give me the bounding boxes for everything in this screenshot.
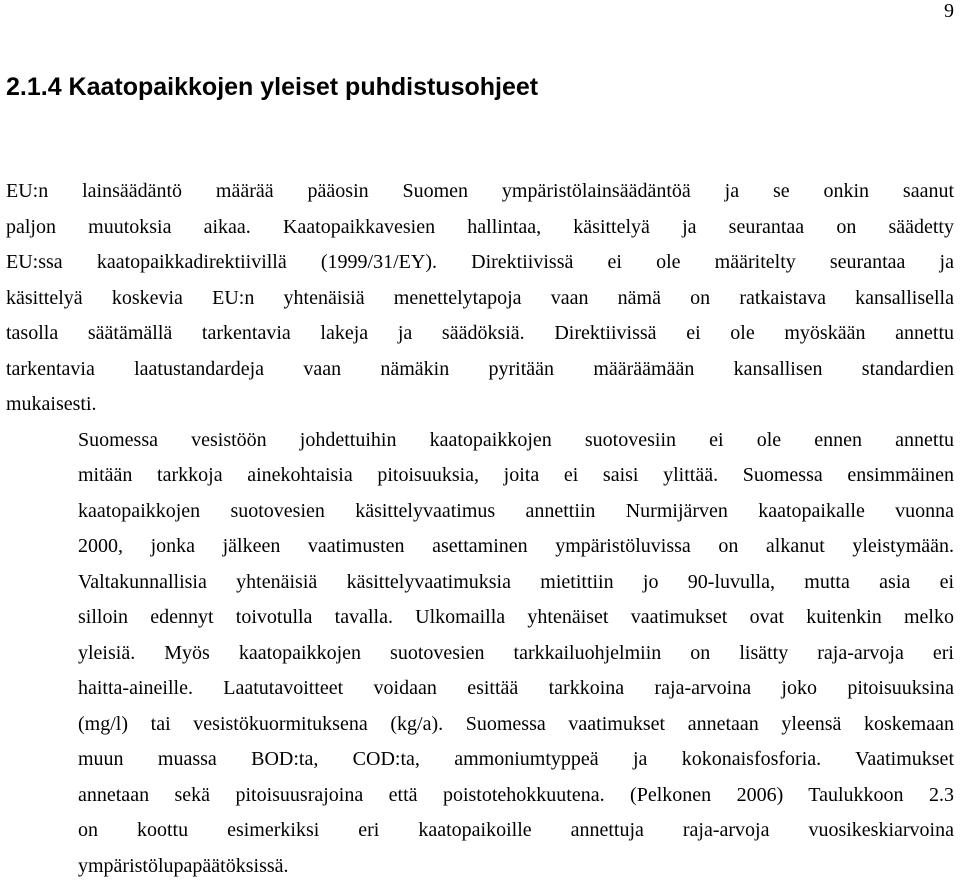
paragraph-eu-legislation (6, 174, 954, 423)
text-line: EU:n lainsäädäntö määrää pääosin Suomen ympäristölainsäädäntöä ja se onkin saanut (6, 180, 954, 202)
paragraph-finland-requirements (6, 423, 954, 885)
text-line: silloin edennyt toivotulla tavalla. Ulkomailla yhtenäiset vaatimukset ovat kuitenkin melko (78, 606, 954, 628)
text-line: haitta-aineille. Laatutavoitteet voidaan esittää tarkkoina raja-arvoina joko pitoisuuksina (78, 677, 954, 699)
text-line: tasolla säätämällä tarkentavia lakeja ja säädöksiä. Direktiivissä ei ole myöskään annettu (6, 322, 954, 344)
text-line: paljon muutoksia aikaa. Kaatopaikkavesien hallintaa, käsittelyä ja seurantaa on säädetty (6, 215, 954, 238)
body-text (6, 174, 954, 884)
text-line: mitään tarkkoja ainekohtaisia pitoisuuksia, joita ei saisi ylittää. Suomessa ensimmäinen (78, 464, 954, 486)
text-line: tarkentavia laatustandardeja vaan nämäkin pyritään määräämään kansallisen standardien (6, 357, 954, 380)
text-line: annetaan sekä pitoisuusrajoina että poistotehokkuutena. (Pelkonen 2006) Taulukkoon 2.3 (78, 783, 954, 806)
text-line: muun muassa BOD:ta, COD:ta, ammoniumtyppeä ja kokonaisfosforia. Vaatimukset (78, 748, 954, 770)
text-line: Suomessa vesistöön johdettuihin kaatopaikkojen suotovesiin ei ole ennen annettu (78, 428, 954, 451)
text-line: EU:ssa kaatopaikkadirektiivillä (1999/31/EY). Direktiivissä ei ole määritelty seurantaa ja (6, 251, 954, 273)
text-line: 2000, jonka jälkeen vaatimusten asettaminen ympäristöluvissa on alkanut yleistymään. (78, 535, 954, 557)
text-line: (mg/l) tai vesistökuormituksena (kg/a). Suomessa vaatimukset annetaan yleensä koskemaan (78, 712, 954, 735)
page-number: 9 (944, 0, 954, 22)
text-line: mukaisesti. (6, 393, 97, 415)
text-line: käsittelyä koskevia EU:n yhtenäisiä menettelytapoja vaan nämä on ratkaistava kansallisella (6, 286, 954, 309)
section-heading: 2.1.4 Kaatopaikkojen yleiset puhdistusohjeet (6, 73, 539, 101)
text-line: ympäristölupapäätöksissä. (78, 854, 289, 877)
text-line: kaatopaikkojen suotovesien käsittelyvaatimus annettiin Nurmijärven kaatopaikalle vuonna (78, 499, 954, 522)
text-line: yleisiä. Myös kaatopaikkojen suotovesien tarkkailuohjelmiin on lisätty raja-arvoja eri (78, 641, 954, 664)
text-line: Valtakunnallisia yhtenäisiä käsittelyvaatimuksia mietittiin jo 90-luvulla, mutta asia ei (78, 570, 954, 593)
text-line: on koottu esimerkiksi eri kaatopaikoille annettuja raja-arvoja vuosikeskiarvoina (78, 819, 954, 841)
